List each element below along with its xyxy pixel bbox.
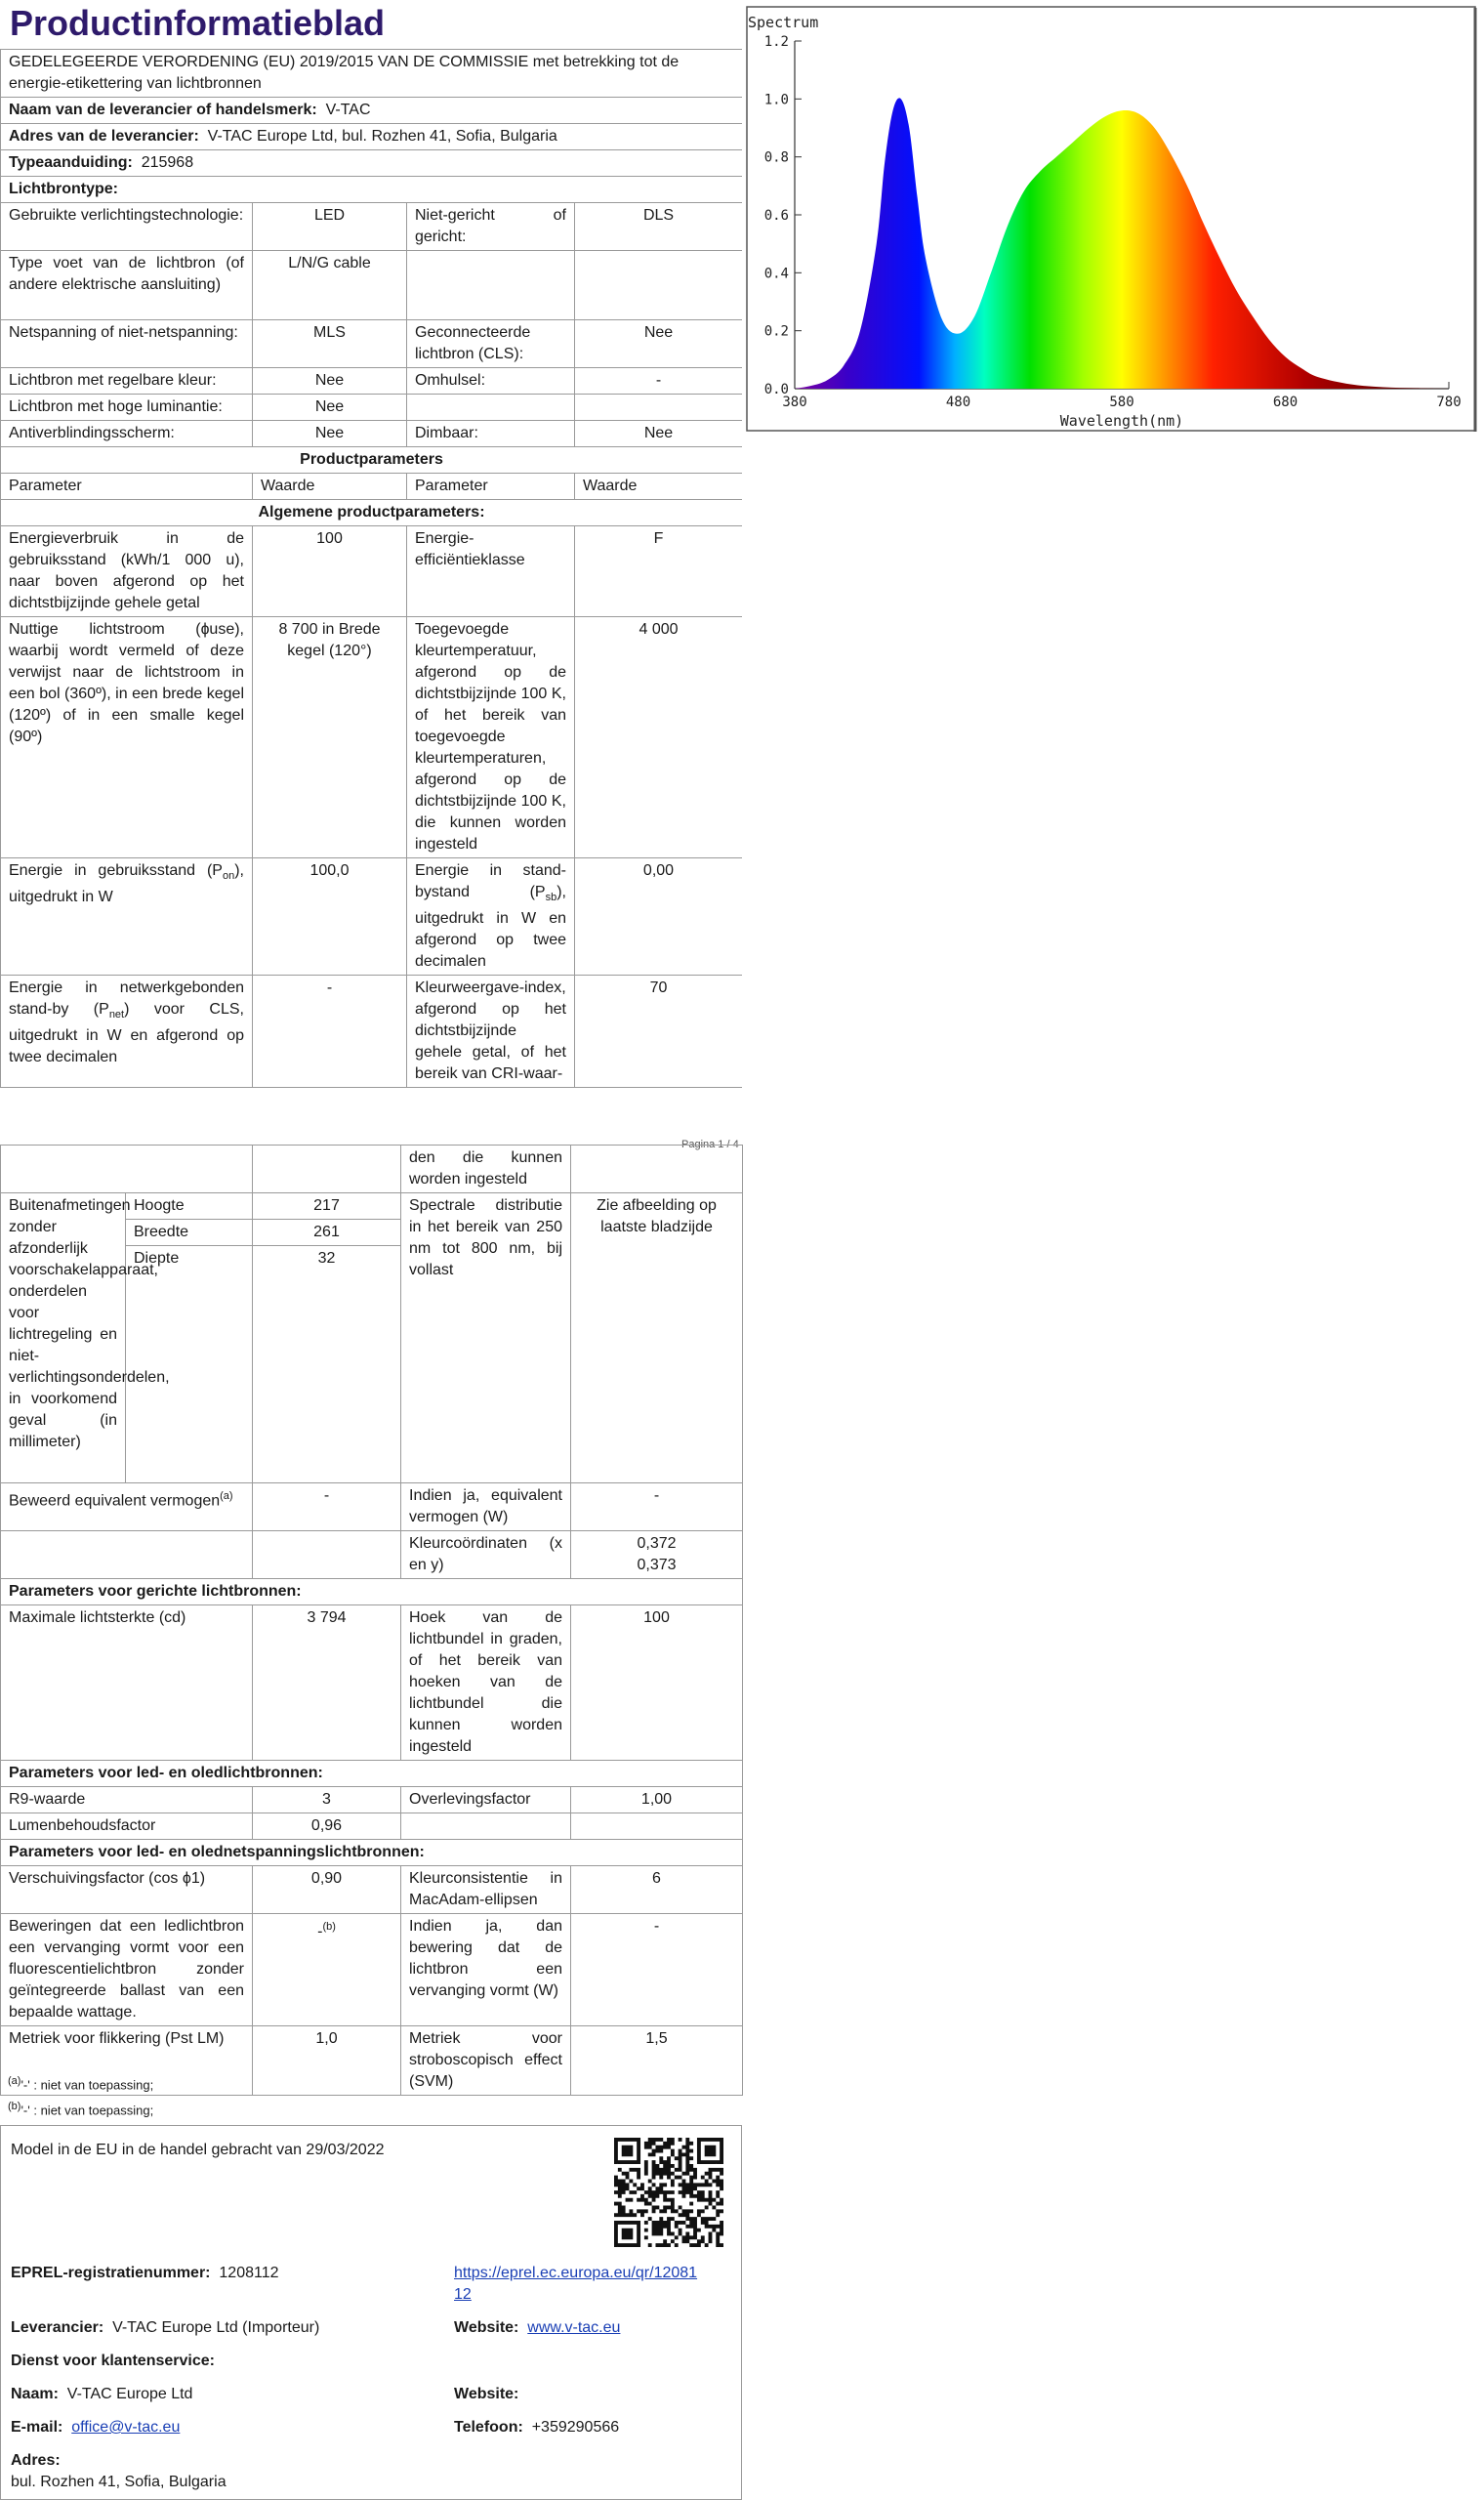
table-header-row [1,474,743,500]
led-heading: Parameters voor led- en oledlichtbronnen: [1,1761,743,1787]
param-cell: Indien ja, dan bewering dat de lichtbron een vervanging vormt (W) [401,1914,571,2026]
y-tick-label: 0.2 [763,323,789,340]
footnote-a-text: '-' : niet van toepassing; [21,2077,154,2093]
param-cell [1,1483,253,1531]
value-cell: 3 794 [253,1605,401,1761]
value-cell: DLS [575,203,743,251]
supplier-address-row [1,124,743,150]
regulation-text: GEDELEGEERDE VERORDENING (EU) 2019/2015 VAN DE COMMISSIE met betrekking tot de energie-etikettering van lichtbronnen [1,50,743,98]
value-cell: 1,00 [571,1787,743,1813]
column-header-parameter: Parameter [407,474,575,500]
table-row [1,526,743,617]
param-cell: Omhulsel: [407,368,575,395]
supplier-table [0,49,742,1088]
value-cell: F [575,526,743,617]
general-params-heading: Algemene productparameters: [1,500,743,526]
psb-text-a: Energie in stand-bystand (P [415,862,566,900]
param-cell: Kleurweergave-index, afgerond op het dichtstbijzijnde gehele getal, of het bereik van CRI-waar- [407,976,575,1088]
table-row [1,1787,743,1813]
eprel-link[interactable]: https://eprel.ec.europa.eu/qr/1208112 [454,2265,698,2303]
chart-title: Spectrum [748,14,819,31]
supplier-row [11,2317,319,2339]
param-cell: Lichtbron met hoge luminantie: [1,395,253,421]
y-tick-label: 1.0 [763,92,789,108]
pon-text-b: ), uitgedrukt in W [9,862,244,906]
chroma-x: 0,372 [637,1535,677,1552]
param-cell: Netspanning of niet-netspanning: [1,320,253,368]
supplier-name-row [1,98,743,124]
value-cell: MLS [253,320,407,368]
param-cell: Type voet van de lichtbron (of andere elektrische aansluiting) [1,251,253,320]
email-label: E-mail: [11,2419,63,2436]
param-cell [407,395,575,421]
phone-label: Telefoon: [454,2419,523,2436]
table-row [1,320,743,368]
website-label: Website: [454,2319,519,2336]
value-cell: 6 [571,1866,743,1914]
page-title: Productinformatieblad [10,3,386,43]
phone-row [454,2417,619,2438]
x-tick-label: 580 [1109,395,1134,410]
psb-sub: sb [545,892,557,904]
value-cell: - [571,1914,743,2026]
param-cell [1,1146,253,1193]
x-axis-label: Wavelength(nm) [1059,412,1184,430]
product-params-heading: Productparameters [1,447,743,474]
param-cell [407,858,575,976]
x-tick-label: 680 [1272,395,1298,410]
param-cell: Geconnecteerde lichtbron (CLS): [407,320,575,368]
value-cell: Nee [253,395,407,421]
value-cell: - [253,976,407,1088]
param-cell: Overlevingsfactor [401,1787,571,1813]
value-cell: 4 000 [575,617,743,858]
replace-value: - [317,1923,323,1940]
phone-value: +359290566 [531,2419,620,2436]
param-cell: Maximale lichtsterkte (cd) [1,1605,253,1761]
pnet-text-b: ) voor CLS, uitgedrukt in W en afgerond op twee decimalen [9,1001,245,1066]
qr-modules [614,2138,723,2247]
footnote-b-text: '-' : niet van toepassing; [21,2103,154,2118]
param-cell: Kleurcoördinaten (x en y) [401,1531,571,1579]
pnet-text-a: Energie in netwerkgebonden stand-by (P [9,979,244,1019]
pon-sub: on [222,870,235,883]
column-header-value: Waarde [253,474,407,500]
website-link[interactable]: www.v-tac.eu [527,2319,621,2336]
param-cell: Antiverblindingsscherm: [1,421,253,447]
page-one [0,0,742,1102]
address-value: bul. Rozhen 41, Sofia, Bulgaria [11,2474,227,2490]
supplier-name-value: V-TAC [325,102,371,118]
x-tick-label: 480 [945,395,971,410]
footnote-b [8,2096,153,2121]
param-cell: Beweringen dat een ledlichtbron een vervanging vormt voor een fluorescentielichtbron zonder geïntegreerde ballast van een bepaalde wattage. [1,1914,253,2026]
param-cell: Metriek voor flikkering (Pst LM) [1,2026,253,2096]
eprel-row [11,2263,279,2284]
value-cell [571,1813,743,1840]
param-cell: Verschuivingsfactor (cos ϕ1) [1,1866,253,1914]
spectral-distribution-label: Spectrale distributie in het bereik van 250 nm tot 800 nm, bij vollast [401,1193,571,1483]
table-row [1,617,743,858]
value-cell: - [571,1483,743,1531]
value-cell: 0,90 [253,1866,401,1914]
param-cell: Gebruikte verlichtingstechnologie: [1,203,253,251]
supplier-value: V-TAC Europe Ltd (Importeur) [112,2319,320,2336]
value-cell: 1,0 [253,2026,401,2096]
value-cell: 1,5 [571,2026,743,2096]
eprel-label: EPREL-registratienummer: [11,2265,211,2281]
supplier-address-label: Adres van de leverancier: [9,128,199,145]
chroma-y: 0,373 [637,1557,677,1573]
psb-text-b: ), uitgedrukt in W en afgerond op twee decimalen [415,884,566,971]
table-row [1,251,743,320]
table-row [1,421,743,447]
param-cell: Metriek voor stroboscopisch effect (SVM) [401,2026,571,2096]
supplier-name-label: Naam van de leverancier of handelsmerk: [9,102,317,118]
value-cell: - [575,368,743,395]
product-params-table-continued [0,1145,743,2096]
equiv-label: Beweerd equivalent vermogen [9,1492,221,1510]
service-website-label: Website: [454,2386,519,2402]
customer-service-heading: Dienst voor klantenservice: [11,2353,215,2369]
value-cell [253,1146,401,1193]
replace-sup: (b) [322,1921,336,1933]
email-link[interactable]: office@v-tac.eu [71,2419,181,2436]
value-cell: Nee [575,421,743,447]
table-row [1,976,743,1088]
pon-text-a: Energie in gebruiksstand (P [9,862,223,879]
contact-box [0,2125,742,2500]
service-name-value: V-TAC Europe Ltd [66,2386,193,2402]
param-cell: Toegevoegde kleurtemperatuur, afgerond op de dichtstbijzijnde 100 K, of het bereik van toegevoegde kleurtemperaturen, afgerond op de dichtstbijzijnde 100 K, die kunnen worden ingesteld [407,617,575,858]
param-cell: Kleurconsistentie in MacAdam-ellipsen [401,1866,571,1914]
param-cell [401,1813,571,1840]
param-cell: Dimbaar: [407,421,575,447]
dimensions-label: Buitenafmetingen zonder afzonderlijk voorschakelapparaat, onderdelen voor lichtregeling en niet-verlichtingsonderdelen, in voorkomend geval (in millimeter) [1,1193,126,1483]
value-cell: 0,00 [575,858,743,976]
column-header-value: Waarde [575,474,743,500]
dim-name-height: Hoogte [126,1193,253,1220]
qr-code-icon[interactable] [614,2138,723,2247]
param-cell: Energieverbruik in de gebruiksstand (kWh/1 000 u), naar boven afgerond op het dichtstbijzijnde gehele getal [1,526,253,617]
value-cell: 3 [253,1787,401,1813]
value-cell: Nee [253,368,407,395]
value-cell: - [253,1483,401,1531]
param-cell: Lichtbron met regelbare kleur: [1,368,253,395]
table-row [1,368,743,395]
directional-heading: Parameters voor gerichte lichtbronnen: [1,1579,743,1605]
page-two [0,1145,742,2096]
equiv-sup: (a) [220,1490,233,1502]
param-cell [1,976,253,1088]
spectrum-chart [746,6,1478,432]
param-cell: Lumenbehoudsfactor [1,1813,253,1840]
x-tick-label: 380 [782,395,807,410]
dim-name-width: Breedte [126,1220,253,1246]
dim-name-depth: Diepte [126,1246,253,1483]
x-tick-label: 780 [1436,395,1462,410]
table-row [1,395,743,421]
param-cell [1,1531,253,1579]
type-value: 215968 [141,154,194,171]
y-tick-label: 0.4 [763,266,789,282]
footnote-b-marker: (b) [8,2101,21,2112]
table-row [1,1483,743,1531]
table-row [1,1531,743,1579]
spectrum-chart-svg [746,6,1478,432]
table-row [1,1146,743,1193]
website-row [454,2317,620,2339]
spectral-distribution-value: Zie afbeelding op laatste bladzijde [571,1193,743,1483]
value-cell [571,1531,743,1579]
table-row [1,858,743,976]
table-row [1,203,743,251]
pnet-sub: net [108,1009,125,1021]
param-cell: Indien ja, equivalent vermogen (W) [401,1483,571,1531]
value-cell: 0,96 [253,1813,401,1840]
service-name-label: Naam: [11,2386,59,2402]
value-cell: Nee [253,421,407,447]
service-name-row [11,2384,192,2405]
y-tick-label: 0.6 [763,208,789,224]
value-cell [253,1914,401,2026]
table-row [1,1193,743,1220]
type-row [1,150,743,177]
table-row [1,1866,743,1914]
y-tick-label: 0.0 [763,382,789,397]
value-cell: 100 [253,526,407,617]
param-cell [1,858,253,976]
value-cell: 100 [571,1605,743,1761]
mains-heading: Parameters voor led- en olednetspanningslichtbronnen: [1,1840,743,1866]
y-tick-label: 1.2 [763,34,789,50]
value-cell [575,251,743,320]
param-cell: Hoek van de lichtbundel in graden, of het bereik van hoeken van de lichtbundel die kunnen worden ingesteld [401,1605,571,1761]
supplier-label: Leverancier: [11,2319,104,2336]
dim-value-depth: 32 [253,1246,401,1483]
footnote-a-marker: (a) [8,2075,21,2087]
param-cell: Energie-efficiëntieklasse [407,526,575,617]
value-cell: 8 700 in Brede kegel (120°) [253,617,407,858]
value-cell: L/N/G cable [253,251,407,320]
email-row [11,2417,180,2438]
column-header-parameter: Parameter [1,474,253,500]
page-number: Pagina 1 / 4 [681,1139,739,1150]
eprel-value: 1208112 [219,2265,279,2281]
supplier-address-value: V-TAC Europe Ltd, bul. Rozhen 41, Sofia, Bulgaria [207,128,557,145]
table-row [1,1914,743,2026]
y-tick-label: 0.8 [763,149,789,166]
dim-value-height: 217 [253,1193,401,1220]
value-cell [253,1531,401,1579]
param-cell: den die kunnen worden ingesteld [401,1146,571,1193]
value-cell [571,1146,743,1193]
table-row [1,1605,743,1761]
value-cell: LED [253,203,407,251]
footnote-a [8,2070,153,2096]
param-cell: Nuttige lichtstroom (ɸuse), waarbij wordt vermeld of deze verwijst naar de lichtstroom in een bol (360º), in een brede kegel (120º) of in een smalle kegel (90º) [1,617,253,858]
param-cell [407,251,575,320]
table-row [1,1813,743,1840]
type-label: Typeaanduiding: [9,154,133,171]
model-market-date: Model in de EU in de handel gebracht van 29/03/2022 [11,2142,385,2158]
dim-value-width: 261 [253,1220,401,1246]
value-cell: 70 [575,976,743,1088]
lightsource-type-heading: Lichtbrontype: [1,177,743,203]
param-cell: Niet-gericht of gericht: [407,203,575,251]
value-cell [575,395,743,421]
value-cell: Nee [575,320,743,368]
value-cell: 100,0 [253,858,407,976]
address-label: Adres: [11,2452,61,2469]
param-cell: R9-waarde [1,1787,253,1813]
